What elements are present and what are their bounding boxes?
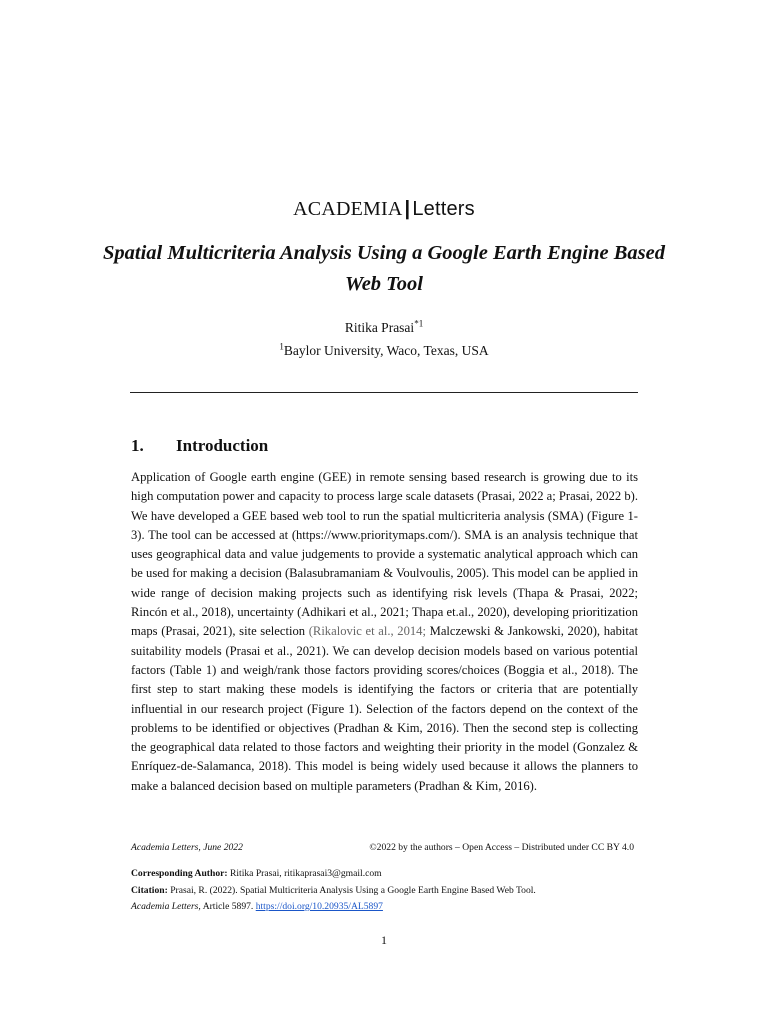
citation-value: Prasai, R. (2022). Spatial Multicriteria Analysis Using a Google Earth Engine Based Web Tool. (170, 884, 536, 896)
corresponding-label: Corresponding Author: (131, 868, 228, 879)
header-divider (130, 392, 638, 393)
affiliation: Baylor University, Waco, Texas, USA (283, 343, 489, 358)
citation-line (131, 883, 638, 900)
citation-article: Article 5897. (202, 901, 254, 912)
citation-journal: Academia Letters, (131, 901, 201, 912)
brand-name: ACADEMIA (293, 198, 403, 220)
affiliation-mark: 1 (279, 341, 284, 352)
section-heading (131, 436, 268, 456)
paragraph-text-1: Application of Google earth engine (GEE) in remote sensing based research is growing due to its high computation power and capacity to process large scale datasets (Prasai, 2022 a; Prasai, 2022 b). We have developed a GEE based web tool to run the spatial multicriteria analysis (SMA) (Figure 1-3). The tool can be accessed at (https://www.prioritymaps.com/). SMA is an analysis technique that uses geographical data and value judgements to provide a systematic analytical approach which can be used for making a decision (Balasubramaniam & Voulvoulis, 2005). This model can be applied in wide range of decision making projects such as identifying risk levels (Thapa & Prasai, 2022; Rincón et al., 2018), uncertainty (Adhikari et al., 2021; Thapa et.al., 2020), developing prioritization maps (Prasai, 2021), site selection (131, 470, 638, 639)
citation-line-2 (131, 899, 638, 916)
section-number: 1. (131, 436, 144, 455)
paper-title: Spatial Multicriteria Analysis Using a Google Earth Engine Based Web Tool (103, 242, 665, 295)
journal-brand (0, 198, 768, 221)
corresponding-line (131, 866, 638, 883)
journal-date: Academia Letters, June 2022 (131, 842, 243, 853)
citation-label: Citation: (131, 884, 168, 896)
paragraph-citation-gray: (Rikalovic et al., 2014; (308, 624, 426, 639)
author-mark: *1 (414, 318, 424, 329)
doi-link[interactable]: https://doi.org/10.20935/AL5897 (255, 901, 383, 912)
section-title: Introduction (176, 436, 269, 455)
author-name: Ritika Prasai (344, 320, 415, 335)
paper-meta (131, 866, 638, 916)
page-number: 1 (381, 933, 387, 947)
intro-paragraph (131, 468, 638, 796)
brand-separator: | (404, 198, 411, 220)
affiliation-line (0, 343, 768, 359)
paragraph-text-2: Malczewski & Jankowski, 2020), habitat suitability models (Prasai et al., 2021). We can develop decision models based on various potential factors (Table 1) and weigh/rank those factors providing scores/choices (Boggia et al., 2018). The first step to start making these models is identifying the factors or criteria that are potentially influential in our research project (Figure 1). Selection of the factors depend on the context of the problems to be identified or objectives (Pradhan & Kim, 2016). Then the second step is collecting the geographical data related to those factors and weighting their priority in the model (Gonzalez & Enríquez-de-Salamanca, 2018). This model is being widely used because it allows the planners to make a balanced decision based on multiple parameters (Pradhan & Kim, 2016). (131, 624, 638, 793)
author-line (0, 320, 768, 336)
license-text: ©2022 by the authors – Open Access – Distributed under CC BY 4.0 (369, 842, 634, 853)
corresponding-value: Ritika Prasai, ritikaprasai3@gmail.com (229, 868, 382, 879)
brand-subtitle: Letters (412, 198, 475, 220)
